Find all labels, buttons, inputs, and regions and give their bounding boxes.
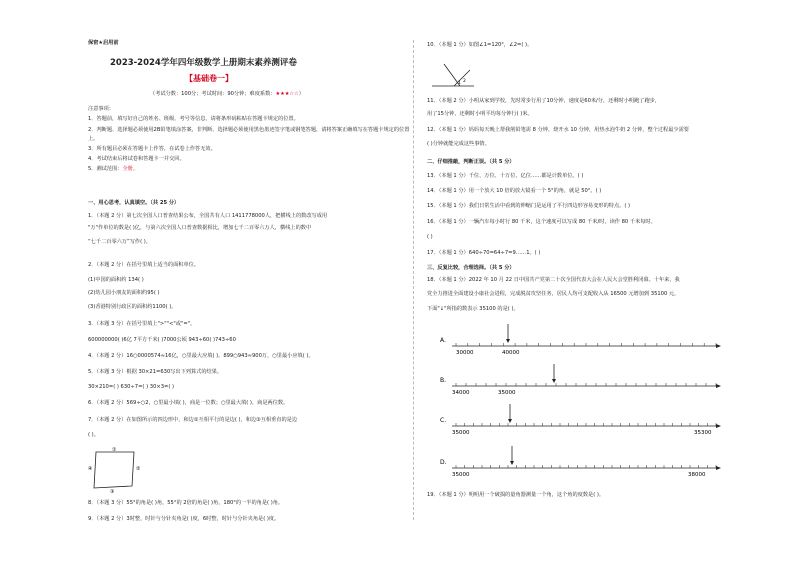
- angle-figure: [430, 58, 476, 90]
- q3-text: 3．（本题 3 分）在括号里填上">""<"或"="。: [88, 321, 196, 327]
- pointer-arrowhead: [510, 461, 514, 465]
- q6-text: 6．（本题 2 分）569÷○2，○里最小填( )，商是一位数；○里最大填( )，商是两位数。: [88, 400, 289, 406]
- angle-label-2: 2: [463, 79, 466, 84]
- exam-meta-end: ）: [298, 91, 304, 97]
- tick-label-right: 35300: [694, 430, 712, 436]
- tick-label-right: 35000: [498, 390, 516, 396]
- notice-item-1: 1．答题前，填写好自己的姓名、班级、考号等信息，请将条形码粘贴在答题卡规定的位置。: [88, 116, 299, 122]
- scope-label: 5．测试范围：: [88, 166, 123, 172]
- q17-text: 17．（本题 1 分）640÷70=64÷7=9……1。( ): [427, 250, 541, 256]
- number-line-arrowhead: [716, 466, 721, 470]
- tick-label-right: 38000: [688, 472, 706, 478]
- notice-item-3: 3．所有题目必须在答题卡上作答，在试卷上作答无效。: [88, 146, 216, 152]
- q18-line-3: 下面"↓"所指的数表示 35100 的是( )。: [427, 306, 519, 312]
- edge-label-4: ④: [88, 466, 93, 472]
- q12-line-2: ( )分钟就能完成这些事情。: [427, 141, 490, 147]
- tick-label-right: 40000: [502, 350, 520, 356]
- edge-label-1: ①: [112, 447, 117, 453]
- q16-line-1: 16．（本题 1 分）一辆汽车每小时行 80 千米，这个速度可以写成 80 千米/时，读作 80 千米每时。: [427, 219, 656, 225]
- q10-text: 10．（本题 1 分）如图∠1=120°，∠2=( )。: [427, 42, 533, 48]
- q19-text: 19．（本题 1 分）明明用一个破损的量角器测量一个角，这个角的度数是( )。: [427, 492, 605, 498]
- page-title: 2023-2024学年四年级数学上册期末素养测评卷: [110, 58, 297, 68]
- ray-right: [454, 70, 470, 86]
- pointer-arrowhead: [552, 379, 556, 383]
- number-line-arrowhead: [716, 384, 721, 388]
- q12-line-1: 12．（本题 1 分）妈妈每天晚上帮我削铅笔需 8 分钟，烧开水 10 分钟，用热水泡牛奶 2 分钟，整个过程最少需要: [427, 127, 689, 133]
- edge-label-2: ②: [136, 466, 141, 472]
- notice-item-2: 2．判断题、选择题必须使用2B铅笔填涂答案，非判断、选择题必须使用黑色墨迹签字笔或钢笔答题，请将答案正确填写在答题卡规定的位置上。: [88, 127, 410, 142]
- q1-line-3: “七千二百零六万”写作( )。: [88, 239, 151, 245]
- tick-label-left: 34000: [452, 390, 470, 396]
- q18-line-1: 18．（本题 1 分）2022 年 10 月 22 日中国共产党第二十次全国代表大会在人民大会堂胜利闭幕。十年来，我: [427, 277, 680, 283]
- pointer-arrowhead: [506, 339, 510, 343]
- option-label: D.: [440, 459, 447, 466]
- notice-item-4: 4．考试结束后将试卷和答题卡一并交回。: [88, 156, 185, 162]
- q2-1: (1)中国的面积约 134( ): [88, 277, 144, 283]
- option-label: C.: [440, 417, 447, 424]
- column-divider: [413, 40, 414, 520]
- quadrilateral-shape: [94, 452, 134, 488]
- section-3-heading: 三、反复比较，合理选择。（共 5 分）: [427, 265, 515, 271]
- q1-line-2: "万"作单位的数是( )亿，与第六次全国人口普查数据相比，增加七千二百零六万人，横线上的数中: [88, 225, 312, 231]
- quadrilateral-figure: [88, 447, 148, 495]
- number-line-arrowhead: [716, 344, 721, 348]
- exam-meta-text: （考试分数：100分；考试时间：90分钟；难度系数：: [150, 91, 276, 97]
- difficulty-stars: ★★★☆☆: [275, 91, 299, 97]
- q2-text: 2．（本题 2 分）在括号里填上适当的面积单位。: [88, 262, 200, 268]
- q15-text: 15．（本题 1 分）我们日常生活中看到的伸缩门是运用了平行四边形容易变形的特点。( ): [427, 203, 631, 209]
- q18-line-2: 党全力推进全面建设小康社会进程，完成脱贫攻坚任务，居民人均可支配收入从 16500 元增加到 35100 元，: [427, 291, 680, 297]
- page-subtitle: 【基础卷一】: [185, 74, 233, 83]
- q3-line: 600000000( )6亿 7平方千米( )7000公顷 943÷60( )743÷60: [88, 337, 236, 343]
- q16-line-2: ( ): [427, 234, 433, 240]
- q1-line-1: 1．（本题 2 分）第七次全国人口普查结果公布，全国共有人口 1411778000人，把横线上的数改写成用: [88, 213, 328, 219]
- secret-tag: 保密★启用前: [88, 40, 119, 46]
- tick-label-left: 35000: [452, 472, 470, 478]
- pointer-arrowhead: [508, 419, 512, 423]
- tick-label-left: 35000: [452, 430, 470, 436]
- edge-label-3: ③: [110, 489, 115, 495]
- angle-label-1: 1: [458, 81, 461, 86]
- q7-text: 7．（本题 2 分）在如图所示的四边形中，和边①互相平行的是边( )，和边③互相垂直的是边: [88, 417, 298, 423]
- q5-line: 30×210=( ) 630÷7=( ) 30×3=( ): [88, 384, 175, 390]
- q11-line-2: 用了15分钟，还剩时小明平均每分钟行( )米。: [427, 111, 533, 117]
- notice-heading: 注意事项：: [88, 106, 114, 112]
- q14-text: 14．（本题 1 分）用一个放大 10 倍的放大镜看一个 5°的角，就是 50°。( ): [427, 188, 602, 194]
- number-line-options: [440, 330, 740, 490]
- tick-label-left: 30000: [456, 350, 474, 356]
- q2-3: (3)香港特别行政区的面积约1100( )。: [88, 304, 177, 310]
- option-label: A.: [440, 337, 446, 344]
- q11-line-1: 11．（本题 2 分）小明从家到学校，先时常步行用了10分钟，速度是60米/分，还剩时小明跑了跑步，: [427, 98, 661, 104]
- section-1-heading: 一、用心思考，认真填空。（共 25 分）: [88, 200, 180, 206]
- q4-text: 4．（本题 2 分）16○0000574≈16亿，○里最大应填( )。899○943≈900万，○里最小应填( )。: [88, 353, 314, 359]
- section-2-heading: 二、仔细推敲，判断正误。（共 5 分）: [427, 159, 515, 165]
- number-line-arrowhead: [716, 424, 721, 428]
- q2-2: (2)幼儿园小朋友的面积约95( ): [88, 290, 160, 296]
- scope-value: 全册。: [122, 166, 139, 172]
- q8-text: 8．（本题 3 分）55°的角是( )角，55°的 2倍的角是( )角，180°的一半的角是( )角。: [88, 500, 284, 506]
- q7-line-2: ( )。: [88, 432, 99, 438]
- option-label: B.: [440, 377, 447, 384]
- q13-text: 13．（本题 1 分）千位、万位、十万位、亿位……都是计数单位。( ): [427, 173, 584, 179]
- q5-text: 5．（本题 3 分）根据 30×21=630写出下列算式的结果。: [88, 369, 223, 375]
- q9-text: 9．（本题 2 分）3时整，时针与分针夹角是( )度，6时整，时针与分针夹角是( )度。: [88, 516, 280, 522]
